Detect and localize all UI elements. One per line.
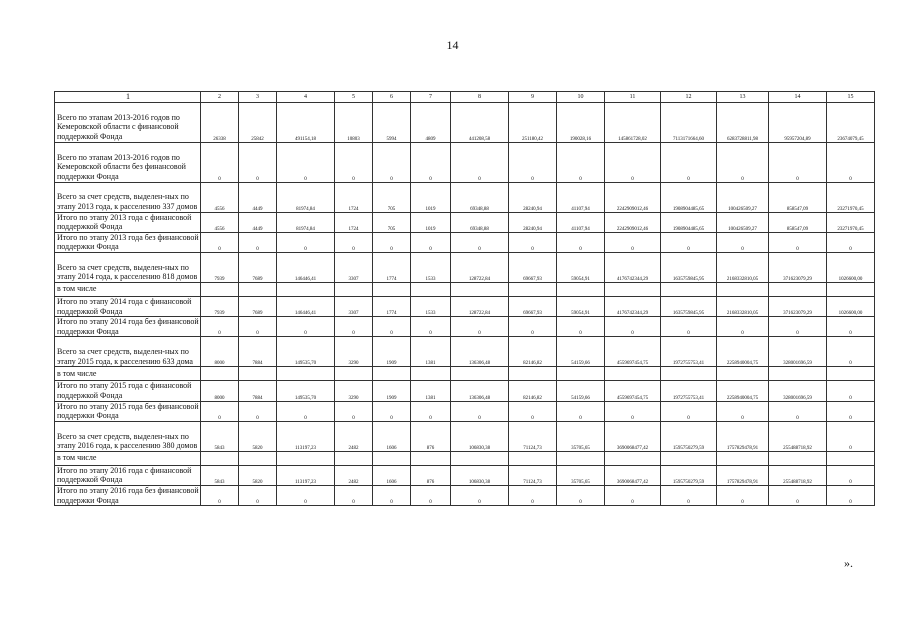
- page-number: 14: [446, 38, 459, 52]
- value-cell: 1595750279,59: [661, 465, 717, 485]
- value-cell: 5820: [239, 421, 277, 451]
- subheading-row: [55, 367, 875, 381]
- table-row: [55, 232, 875, 252]
- value-cell: 3307: [335, 296, 373, 316]
- value-cell: 5843: [201, 465, 239, 485]
- value-cell: 41107,94: [557, 212, 605, 232]
- value-cell: 0: [451, 232, 509, 252]
- value-cell: 0: [373, 485, 411, 505]
- column-number: 8: [451, 92, 509, 103]
- empty-cell: [277, 282, 335, 296]
- value-cell: 146446,41: [277, 252, 335, 282]
- table-row: [55, 212, 875, 232]
- empty-cell: [605, 282, 661, 296]
- value-cell: 190028,16: [557, 102, 605, 142]
- value-cell: 0: [605, 142, 661, 182]
- value-cell: 0: [827, 317, 875, 337]
- value-cell: 0: [509, 142, 557, 182]
- empty-cell: [557, 451, 605, 465]
- value-cell: 7689: [239, 296, 277, 316]
- table-row: [55, 142, 875, 182]
- empty-cell: [557, 367, 605, 381]
- empty-cell: [411, 367, 451, 381]
- empty-cell: [769, 282, 827, 296]
- column-number: 2: [201, 92, 239, 103]
- row-label: Всего за счет средств, выделен-ных по этапу 2015 года, к расселению 633 дома: [55, 337, 201, 367]
- empty-cell: [769, 367, 827, 381]
- subheading-label: в том числе: [55, 367, 201, 381]
- table-row: [55, 317, 875, 337]
- value-cell: 5994: [373, 102, 411, 142]
- value-cell: 100426509,27: [717, 212, 769, 232]
- value-cell: 0: [769, 317, 827, 337]
- value-cell: 0: [661, 485, 717, 505]
- value-cell: 106830,38: [451, 465, 509, 485]
- empty-cell: [509, 367, 557, 381]
- column-number: 3: [239, 92, 277, 103]
- value-cell: 3290: [335, 337, 373, 367]
- table-row: [55, 421, 875, 451]
- value-cell: 95957204,89: [769, 102, 827, 142]
- value-cell: 0: [557, 232, 605, 252]
- value-cell: 1757829478,91: [717, 465, 769, 485]
- value-cell: 328001696,59: [769, 337, 827, 367]
- value-cell: 0: [509, 232, 557, 252]
- row-label: Всего за счет средств, выделен-ных по этапу 2013 года, к расселению 337 домов: [55, 182, 201, 212]
- table-row: [55, 401, 875, 421]
- value-cell: 4559697454,75: [605, 381, 661, 401]
- value-cell: 1026600,00: [827, 252, 875, 282]
- empty-cell: [239, 367, 277, 381]
- value-cell: 0: [557, 317, 605, 337]
- empty-cell: [661, 367, 717, 381]
- row-label: Итого по этапу 2014 года с финансовой поддержкой Фонда: [55, 296, 201, 316]
- value-cell: 0: [201, 485, 239, 505]
- row-label: Всего по этапам 2013-2016 годов по Кемеровской области без финансовой поддержки Фонда: [55, 142, 201, 182]
- column-number: 9: [509, 92, 557, 103]
- value-cell: 255488718,92: [769, 421, 827, 451]
- value-cell: 0: [557, 142, 605, 182]
- value-cell: 0: [239, 317, 277, 337]
- value-cell: 1381: [411, 337, 451, 367]
- empty-cell: [451, 367, 509, 381]
- value-cell: 136306,48: [451, 337, 509, 367]
- value-cell: 3290: [335, 381, 373, 401]
- empty-cell: [335, 451, 373, 465]
- subheading-row: [55, 451, 875, 465]
- value-cell: 858547,09: [769, 182, 827, 212]
- value-cell: 1972755753,41: [661, 337, 717, 367]
- value-cell: 255488718,92: [769, 465, 827, 485]
- value-cell: 28240,94: [509, 212, 557, 232]
- stage-summary-table: [54, 91, 875, 506]
- value-cell: 0: [451, 401, 509, 421]
- empty-cell: [277, 451, 335, 465]
- value-cell: 0: [717, 401, 769, 421]
- value-cell: 0: [373, 401, 411, 421]
- value-cell: 35705,65: [557, 465, 605, 485]
- value-cell: 5843: [201, 421, 239, 451]
- value-cell: 0: [661, 401, 717, 421]
- value-cell: 81974,84: [277, 182, 335, 212]
- value-cell: 0: [239, 232, 277, 252]
- table-row: [55, 381, 875, 401]
- column-number: 5: [335, 92, 373, 103]
- value-cell: 0: [827, 421, 875, 451]
- value-cell: 2482: [335, 421, 373, 451]
- value-cell: 23271970,45: [827, 212, 875, 232]
- value-cell: 0: [827, 142, 875, 182]
- value-cell: 59054,91: [557, 296, 605, 316]
- subheading-row: [55, 282, 875, 296]
- value-cell: 0: [605, 232, 661, 252]
- value-cell: 0: [201, 142, 239, 182]
- empty-cell: [827, 451, 875, 465]
- value-cell: 0: [239, 142, 277, 182]
- value-cell: 0: [335, 317, 373, 337]
- value-cell: 82146,82: [509, 337, 557, 367]
- value-cell: 0: [335, 232, 373, 252]
- value-cell: 0: [605, 317, 661, 337]
- value-cell: 1757829478,91: [717, 421, 769, 451]
- value-cell: 3307: [335, 252, 373, 282]
- value-cell: 371623079,29: [769, 296, 827, 316]
- empty-cell: [335, 367, 373, 381]
- value-cell: 1774: [373, 252, 411, 282]
- empty-cell: [605, 451, 661, 465]
- value-cell: 0: [411, 232, 451, 252]
- value-cell: 71124,73: [509, 421, 557, 451]
- empty-cell: [373, 451, 411, 465]
- value-cell: 0: [605, 485, 661, 505]
- value-cell: 876: [411, 421, 451, 451]
- column-number: 13: [717, 92, 769, 103]
- value-cell: 1595750279,59: [661, 421, 717, 451]
- value-cell: 59054,91: [557, 252, 605, 282]
- value-cell: 0: [661, 142, 717, 182]
- value-cell: 0: [335, 401, 373, 421]
- value-cell: 8000: [201, 337, 239, 367]
- value-cell: 146446,41: [277, 296, 335, 316]
- table-row: [55, 337, 875, 367]
- value-cell: 1635759845,95: [661, 296, 717, 316]
- value-cell: 0: [411, 485, 451, 505]
- value-cell: 5820: [239, 465, 277, 485]
- value-cell: 69667,93: [509, 252, 557, 282]
- value-cell: 0: [373, 317, 411, 337]
- value-cell: 0: [451, 317, 509, 337]
- value-cell: 1026600,00: [827, 296, 875, 316]
- empty-cell: [661, 282, 717, 296]
- value-cell: 28240,94: [509, 182, 557, 212]
- value-cell: 7689: [239, 252, 277, 282]
- value-cell: 0: [827, 381, 875, 401]
- value-cell: 371623079,29: [769, 252, 827, 282]
- value-cell: 1381: [411, 381, 451, 401]
- value-cell: 100426509,27: [717, 182, 769, 212]
- value-cell: 0: [335, 485, 373, 505]
- value-cell: 1972755753,41: [661, 381, 717, 401]
- empty-cell: [717, 282, 769, 296]
- empty-cell: [557, 282, 605, 296]
- column-number: 7: [411, 92, 451, 103]
- empty-cell: [661, 451, 717, 465]
- value-cell: 1774: [373, 296, 411, 316]
- value-cell: 1533: [411, 296, 451, 316]
- value-cell: 0: [277, 142, 335, 182]
- value-cell: 2258940004,75: [717, 381, 769, 401]
- column-number: 11: [605, 92, 661, 103]
- empty-cell: [509, 451, 557, 465]
- value-cell: 113197,23: [277, 465, 335, 485]
- value-cell: 8000: [201, 381, 239, 401]
- closing-quote-mark: ».: [844, 556, 853, 570]
- value-cell: 0: [509, 485, 557, 505]
- value-cell: 4809: [411, 102, 451, 142]
- value-cell: 441208,58: [451, 102, 509, 142]
- value-cell: 7939: [201, 296, 239, 316]
- value-cell: 145861728,02: [605, 102, 661, 142]
- value-cell: 149535,70: [277, 381, 335, 401]
- value-cell: 0: [717, 232, 769, 252]
- empty-cell: [201, 451, 239, 465]
- table-row: [55, 252, 875, 282]
- table-row: [55, 296, 875, 316]
- value-cell: 0: [717, 485, 769, 505]
- value-cell: 136306,48: [451, 381, 509, 401]
- row-label: Итого по этапу 2014 года без финансовой поддержки Фонда: [55, 317, 201, 337]
- value-cell: 0: [239, 401, 277, 421]
- value-cell: 4449: [239, 212, 277, 232]
- value-cell: 4559697454,75: [605, 337, 661, 367]
- value-cell: 35705,65: [557, 421, 605, 451]
- value-cell: 7939: [201, 252, 239, 282]
- value-cell: 0: [827, 401, 875, 421]
- table-row: [55, 465, 875, 485]
- value-cell: 1909: [373, 381, 411, 401]
- empty-cell: [373, 282, 411, 296]
- value-cell: 0: [827, 465, 875, 485]
- value-cell: 128722,84: [451, 252, 509, 282]
- value-cell: 1019: [411, 182, 451, 212]
- empty-cell: [411, 451, 451, 465]
- value-cell: 4556: [201, 212, 239, 232]
- value-cell: 1606: [373, 465, 411, 485]
- value-cell: 0: [411, 401, 451, 421]
- value-cell: 4556: [201, 182, 239, 212]
- subheading-label: в том числе: [55, 282, 201, 296]
- value-cell: 0: [411, 317, 451, 337]
- value-cell: 0: [201, 317, 239, 337]
- empty-cell: [239, 282, 277, 296]
- value-cell: 0: [277, 317, 335, 337]
- value-cell: 149535,70: [277, 337, 335, 367]
- table-row: [55, 182, 875, 212]
- value-cell: 0: [769, 485, 827, 505]
- value-cell: 0: [373, 142, 411, 182]
- column-number: 1: [55, 92, 201, 103]
- value-cell: 4176742344,29: [605, 252, 661, 282]
- value-cell: 0: [277, 401, 335, 421]
- row-label: Итого по этапу 2016 года с финансовой поддержкой Фонда: [55, 465, 201, 485]
- empty-cell: [717, 451, 769, 465]
- value-cell: 113197,23: [277, 421, 335, 451]
- value-cell: 71124,73: [509, 465, 557, 485]
- value-cell: 876: [411, 465, 451, 485]
- column-number: 14: [769, 92, 827, 103]
- empty-cell: [335, 282, 373, 296]
- value-cell: 7113171664,60: [661, 102, 717, 142]
- value-cell: 328001696,59: [769, 381, 827, 401]
- row-label: Всего за счет средств, выделен-ных по этапу 2014 года, к расселению 818 домов: [55, 252, 201, 282]
- empty-cell: [451, 451, 509, 465]
- value-cell: 1533: [411, 252, 451, 282]
- value-cell: 23674079,45: [827, 102, 875, 142]
- value-cell: 69348,88: [451, 182, 509, 212]
- value-cell: 0: [557, 401, 605, 421]
- empty-cell: [827, 367, 875, 381]
- value-cell: 0: [605, 401, 661, 421]
- value-cell: 1724: [335, 212, 373, 232]
- empty-cell: [277, 367, 335, 381]
- empty-cell: [769, 451, 827, 465]
- value-cell: 0: [717, 142, 769, 182]
- empty-cell: [827, 282, 875, 296]
- value-cell: 4449: [239, 182, 277, 212]
- value-cell: 0: [769, 401, 827, 421]
- value-cell: 0: [557, 485, 605, 505]
- value-cell: 1724: [335, 182, 373, 212]
- value-cell: 4176742344,29: [605, 296, 661, 316]
- row-label: Итого по этапу 2015 года с финансовой поддержкой Фонда: [55, 381, 201, 401]
- value-cell: 3690068477,42: [605, 421, 661, 451]
- column-number: 12: [661, 92, 717, 103]
- column-number-row: [55, 92, 875, 103]
- value-cell: 10803: [335, 102, 373, 142]
- value-cell: 81974,84: [277, 212, 335, 232]
- value-cell: 251180,42: [509, 102, 557, 142]
- value-cell: 0: [411, 142, 451, 182]
- column-number: 10: [557, 92, 605, 103]
- row-label: Итого по этапу 2016 года без финансовой поддержки Фонда: [55, 485, 201, 505]
- value-cell: 3690068477,42: [605, 465, 661, 485]
- value-cell: 858547,09: [769, 212, 827, 232]
- value-cell: 0: [201, 401, 239, 421]
- value-cell: 491154,18: [277, 102, 335, 142]
- value-cell: 1635759845,95: [661, 252, 717, 282]
- empty-cell: [509, 282, 557, 296]
- value-cell: 0: [451, 142, 509, 182]
- value-cell: 0: [661, 232, 717, 252]
- value-cell: 1909: [373, 337, 411, 367]
- value-cell: 1908904485,65: [661, 182, 717, 212]
- row-label: Итого по этапу 2013 года с финансовой поддержкой Фонда: [55, 212, 201, 232]
- value-cell: 2168332810,05: [717, 296, 769, 316]
- value-cell: 128722,84: [451, 296, 509, 316]
- empty-cell: [373, 367, 411, 381]
- value-cell: 7884: [239, 337, 277, 367]
- value-cell: 2258940004,75: [717, 337, 769, 367]
- empty-cell: [201, 367, 239, 381]
- value-cell: 0: [827, 337, 875, 367]
- empty-cell: [605, 367, 661, 381]
- value-cell: 23271970,45: [827, 182, 875, 212]
- value-cell: 0: [769, 232, 827, 252]
- value-cell: 0: [769, 142, 827, 182]
- value-cell: 0: [335, 142, 373, 182]
- value-cell: 7884: [239, 381, 277, 401]
- empty-cell: [201, 282, 239, 296]
- column-number: 15: [827, 92, 875, 103]
- value-cell: 54159,66: [557, 337, 605, 367]
- empty-cell: [239, 451, 277, 465]
- value-cell: 1908904485,65: [661, 212, 717, 232]
- value-cell: 0: [201, 232, 239, 252]
- value-cell: 41107,94: [557, 182, 605, 212]
- value-cell: 2242909012,46: [605, 212, 661, 232]
- value-cell: 0: [509, 317, 557, 337]
- value-cell: 0: [717, 317, 769, 337]
- value-cell: 0: [661, 317, 717, 337]
- empty-cell: [411, 282, 451, 296]
- column-number: 4: [277, 92, 335, 103]
- row-label: Всего за счет средств, выделен-ных по этапу 2016 года, к расселению 380 домов: [55, 421, 201, 451]
- row-label: Итого по этапу 2013 года без финансовой поддержки Фонда: [55, 232, 201, 252]
- value-cell: 69667,93: [509, 296, 557, 316]
- table-row: [55, 102, 875, 142]
- value-cell: 705: [373, 212, 411, 232]
- value-cell: 0: [827, 232, 875, 252]
- value-cell: 6283728811,98: [717, 102, 769, 142]
- value-cell: 106830,38: [451, 421, 509, 451]
- value-cell: 1606: [373, 421, 411, 451]
- value-cell: 0: [827, 485, 875, 505]
- value-cell: 0: [239, 485, 277, 505]
- value-cell: 0: [509, 401, 557, 421]
- empty-cell: [451, 282, 509, 296]
- value-cell: 2482: [335, 465, 373, 485]
- value-cell: 69348,88: [451, 212, 509, 232]
- empty-cell: [717, 367, 769, 381]
- value-cell: 1019: [411, 212, 451, 232]
- value-cell: 0: [277, 485, 335, 505]
- value-cell: 0: [277, 232, 335, 252]
- value-cell: 25842: [239, 102, 277, 142]
- value-cell: 82146,82: [509, 381, 557, 401]
- value-cell: 2242909012,46: [605, 182, 661, 212]
- value-cell: 2168332810,05: [717, 252, 769, 282]
- row-label: Всего по этапам 2013-2016 годов по Кемеровской области с финансовой поддержкой Фонда: [55, 102, 201, 142]
- value-cell: 0: [451, 485, 509, 505]
- subheading-label: в том числе: [55, 451, 201, 465]
- table-row: [55, 485, 875, 505]
- column-number: 6: [373, 92, 411, 103]
- value-cell: 26338: [201, 102, 239, 142]
- value-cell: 54159,66: [557, 381, 605, 401]
- value-cell: 0: [373, 232, 411, 252]
- row-label: Итого по этапу 2015 года без финансовой поддержки Фонда: [55, 401, 201, 421]
- value-cell: 705: [373, 182, 411, 212]
